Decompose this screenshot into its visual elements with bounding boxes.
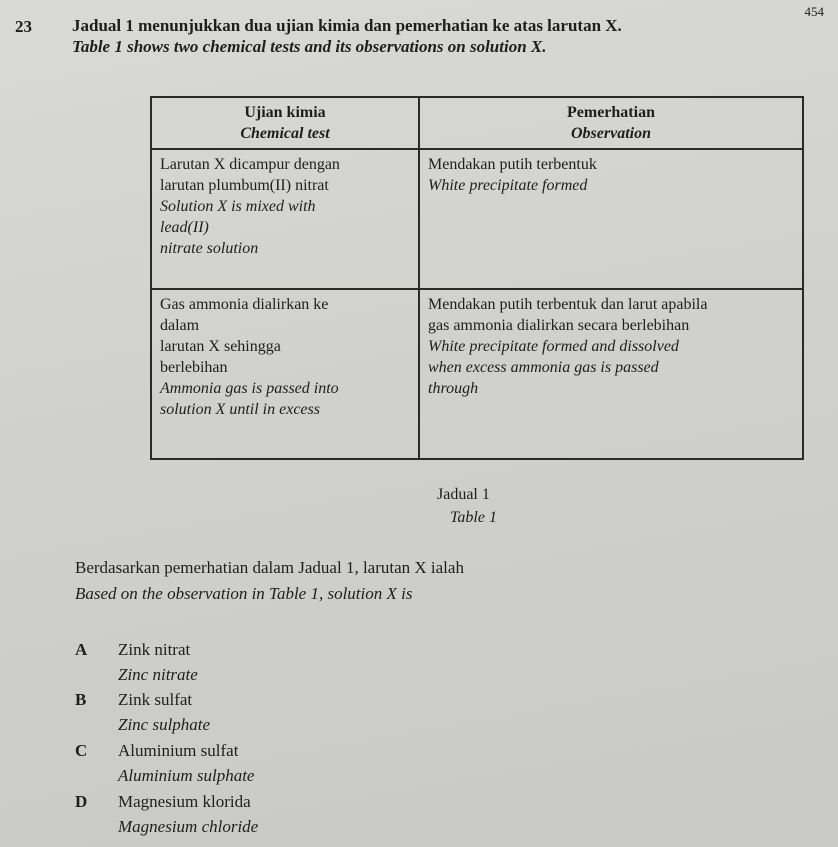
header-observation bbox=[419, 97, 803, 149]
row2-observation-english-line: through bbox=[428, 380, 479, 397]
option-letter: B bbox=[75, 690, 87, 709]
row1-test-english-line: Solution X is mixed with bbox=[160, 198, 316, 215]
header-chemical-test bbox=[151, 97, 419, 149]
row2-test-malay-line: dalam bbox=[160, 317, 200, 334]
row2-test-malay-line: Gas ammonia dialirkan ke bbox=[160, 296, 329, 313]
header-observation-english: Observation bbox=[571, 125, 651, 142]
table-caption-malay: Jadual 1 bbox=[437, 486, 490, 503]
row1-test-english-line: lead(II) bbox=[160, 219, 209, 236]
option-c[interactable] bbox=[75, 741, 255, 785]
row1-observation-cell bbox=[419, 149, 803, 289]
observation-table bbox=[150, 96, 804, 460]
option-letter: A bbox=[75, 640, 88, 659]
page-number: 454 bbox=[804, 4, 824, 19]
table-row bbox=[151, 289, 803, 459]
option-letter: C bbox=[75, 741, 88, 760]
row1-observation-english: White precipitate formed bbox=[428, 177, 588, 194]
option-c-english: Aluminium sulphate bbox=[118, 766, 255, 785]
row2-test-malay-line: berlebihan bbox=[160, 359, 228, 376]
header-chemical-test-english: Chemical test bbox=[240, 125, 330, 142]
row2-test-malay-line: larutan X sehingga bbox=[160, 338, 281, 355]
row1-test-malay-line: Larutan X dicampur dengan bbox=[160, 156, 340, 173]
row2-test-english-line: solution X until in excess bbox=[160, 401, 320, 418]
row1-test-malay-line: larutan plumbum(II) nitrat bbox=[160, 177, 329, 194]
question-number: 23 bbox=[15, 17, 32, 36]
option-letter: D bbox=[75, 792, 88, 811]
option-d-english: Magnesium chloride bbox=[118, 817, 259, 836]
row2-observation-english-line: White precipitate formed and dissolved bbox=[428, 338, 679, 355]
prompt-english: Based on the observation in Table 1, solution X is bbox=[75, 584, 413, 603]
header-observation-malay: Pemerhatian bbox=[567, 104, 655, 121]
row1-observation-malay: Mendakan putih terbentuk bbox=[428, 156, 597, 173]
row1-test-english-line: nitrate solution bbox=[160, 240, 259, 257]
option-d-malay: Magnesium klorida bbox=[118, 792, 251, 811]
row2-observation-cell bbox=[419, 289, 803, 459]
header-chemical-test-malay: Ujian kimia bbox=[244, 104, 326, 121]
question-stem-malay: Jadual 1 menunjukkan dua ujian kimia dan pemerhatian ke atas larutan X. bbox=[72, 16, 622, 35]
option-a-malay: Zink nitrat bbox=[118, 640, 191, 659]
option-b[interactable] bbox=[75, 690, 211, 734]
table-row bbox=[151, 149, 803, 289]
question-stem-english: Table 1 shows two chemical tests and its observations on solution X. bbox=[72, 37, 547, 56]
row2-test-cell bbox=[151, 289, 419, 459]
option-a-english: Zinc nitrate bbox=[118, 665, 198, 684]
table-header-row bbox=[151, 97, 803, 149]
row2-observation-malay-line: Mendakan putih terbentuk dan larut apabila bbox=[428, 296, 708, 313]
option-b-english: Zinc sulphate bbox=[118, 715, 211, 734]
row2-test-english-line: Ammonia gas is passed into bbox=[160, 380, 339, 397]
option-c-malay: Aluminium sulfat bbox=[118, 741, 239, 760]
prompt-malay: Berdasarkan pemerhatian dalam Jadual 1, larutan X ialah bbox=[75, 558, 464, 577]
row2-observation-malay-line: gas ammonia dialirkan secara berlebihan bbox=[428, 317, 690, 334]
option-d[interactable] bbox=[75, 792, 259, 836]
row2-observation-english-line: when excess ammonia gas is passed bbox=[428, 359, 659, 376]
option-b-malay: Zink sulfat bbox=[118, 690, 193, 709]
row1-test-cell bbox=[151, 149, 419, 289]
option-a[interactable] bbox=[75, 640, 198, 684]
table-caption-english: Table 1 bbox=[450, 509, 497, 526]
